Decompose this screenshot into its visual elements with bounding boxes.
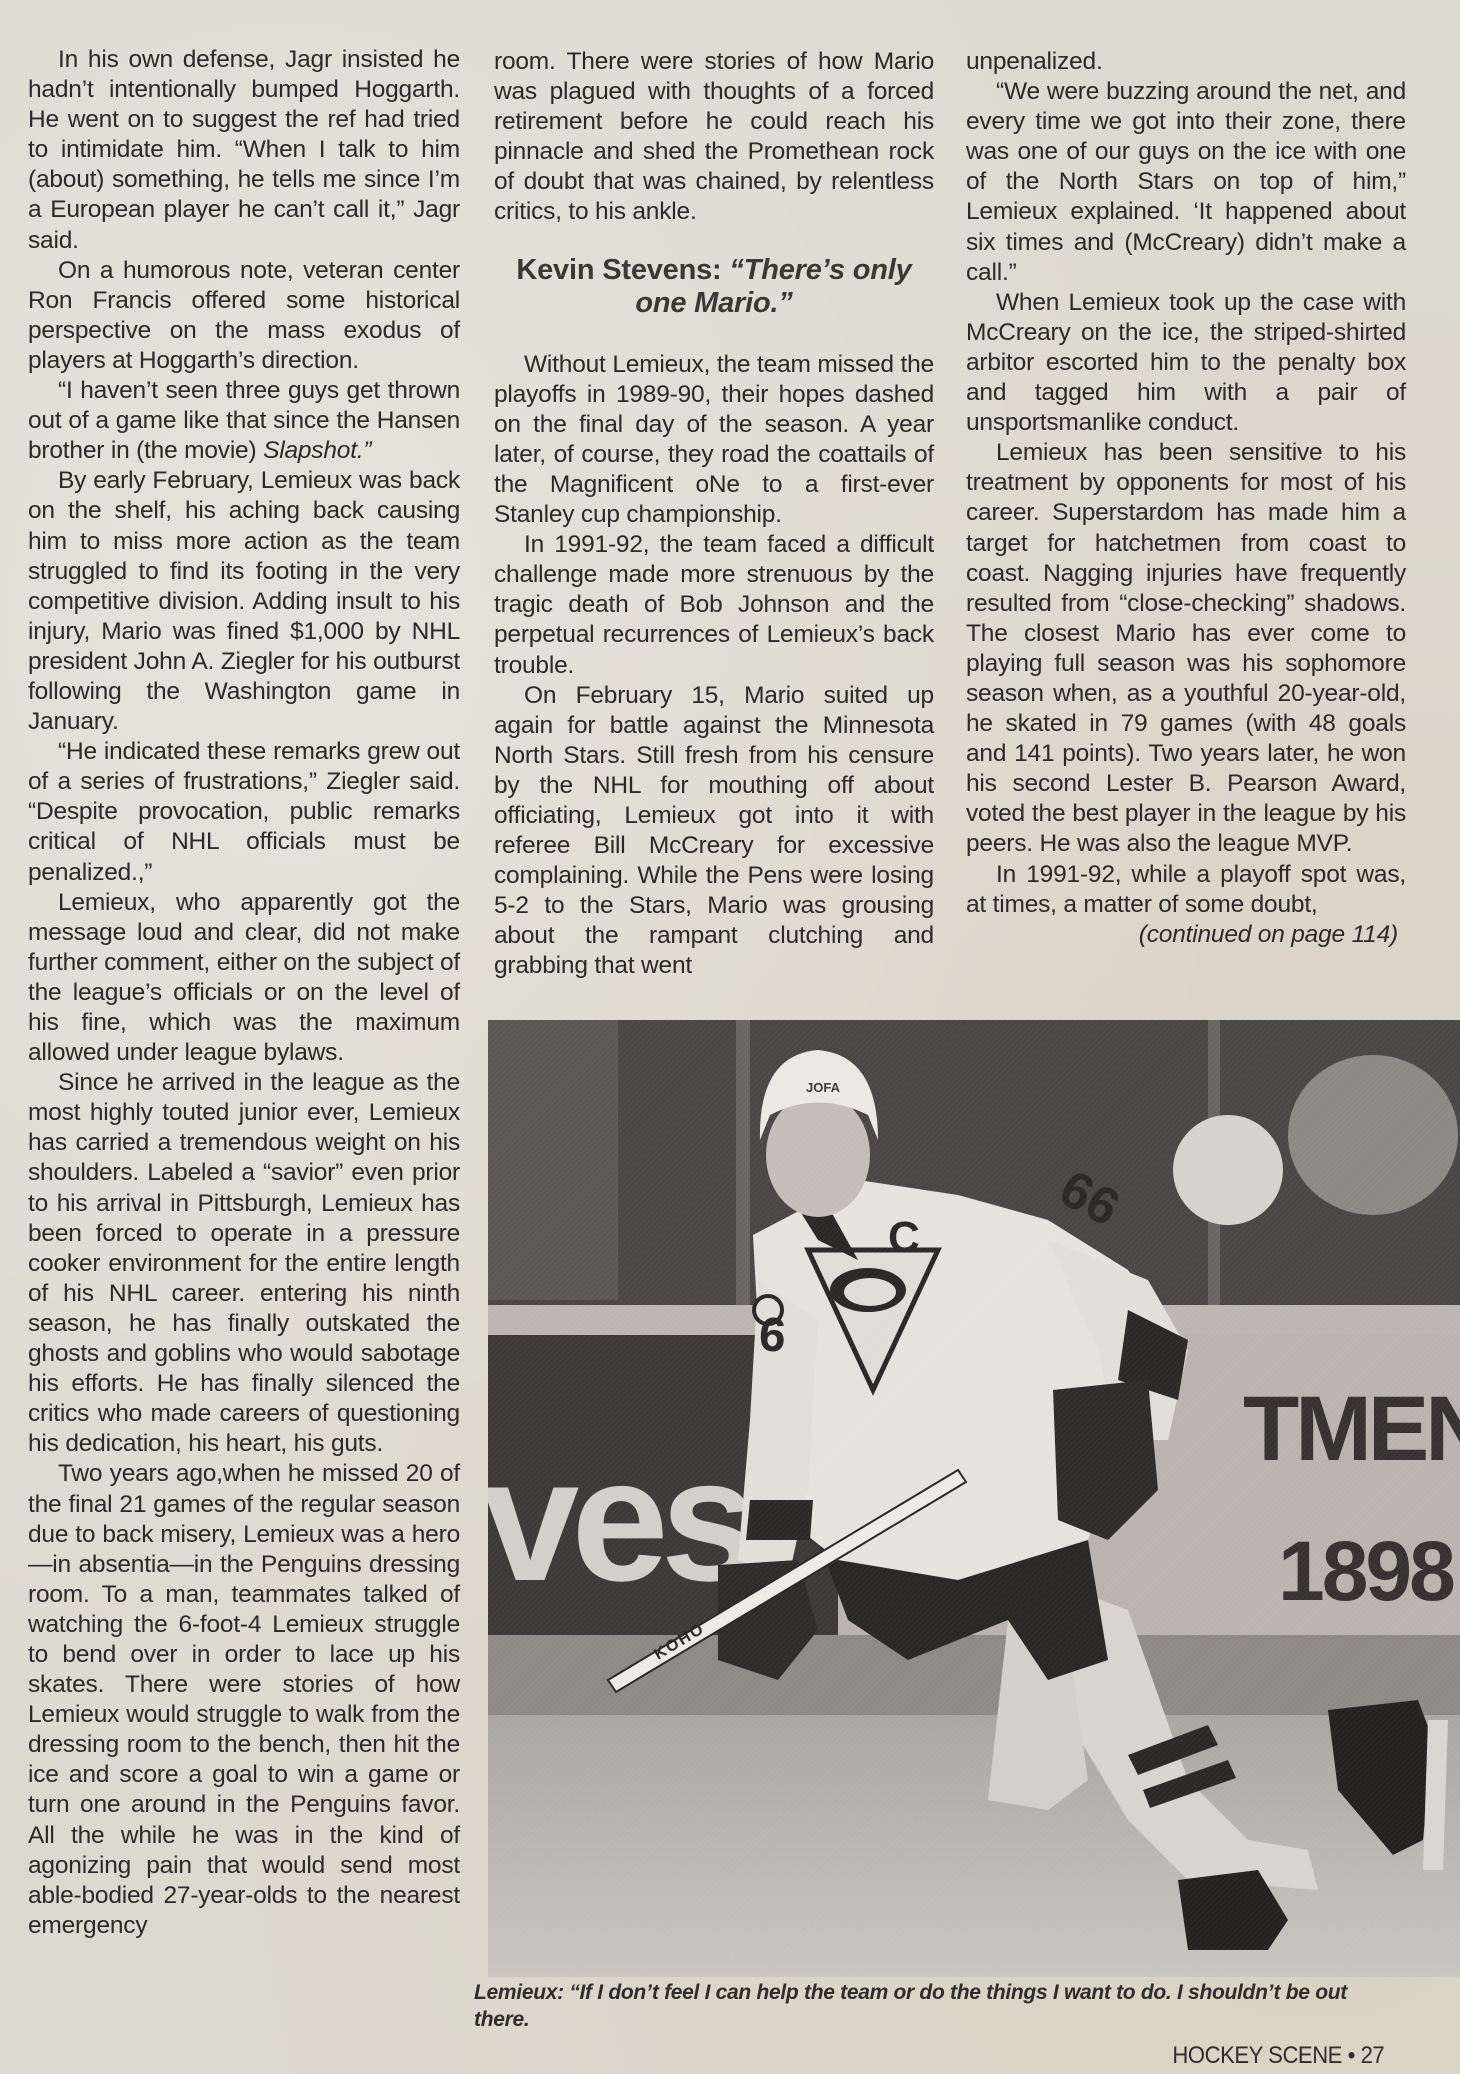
paragraph: When Lemieux took up the case with McCreary on the ice, the striped-shirted arbitor escorted him to the penalty box and tagged him with a pair of unsportsmanlike conduct. — [966, 288, 1406, 437]
article-column-middle — [494, 47, 934, 982]
paragraph: On a humorous note, veteran center Ron Francis offered some historical perspective on the mass exodus of players at Hoggarth’s direction. — [28, 256, 460, 374]
paragraph: Lemieux has been sensitive to his treatment by opponents for most of his career. Superstardom has made him a target for hatchetmen from coast to coast. Nagging injuries have frequently resulted from “close-checking” shadows. The closest Mario has ever come to playing full season was his sophomore season when, as a youthful 20-year-old, he skated in 79 games (with 48 goals and 141 points). Two years later, he won his second Lester B. Pearson Award, voted the best player in the league by his peers. He was also the league MVP. — [966, 439, 1406, 858]
article-column-right — [966, 47, 1406, 950]
paragraph: On February 15, Mario suited up again for battle against the Minnesota North Stars. Still fresh from his censure by the NHL for mouthing off about officiating, Lemieux got into it with referee Bill McCreary for excessive complaining. While the Pens were losing 5-2 to the Stars, Mario was grousing about the rampant clutching and grabbing that went — [494, 681, 934, 980]
continued-notice: (continued on page 114) — [1138, 920, 1398, 948]
paragraph: Without Lemieux, the team missed the playoffs in 1989-90, their hopes dashed on the final day of the season. A year later, of course, they road the coattails of the Magnificent oNe to a first-ever Stanley cup championship. — [494, 350, 934, 529]
paragraph-text: “I haven’t seen three guys get thrown out of a game like that since the Hansen brother in (the movie) — [28, 377, 460, 465]
article-column-left — [28, 45, 460, 1941]
paragraph: unpenalized. — [966, 48, 1103, 75]
page-folio — [1172, 2042, 1384, 2070]
paragraph: “He indicated these remarks grew out of a series of frustrations,” Ziegler said. “Despite provocation, public remarks critical of NHL officials must be penalized.,” — [28, 738, 460, 886]
paragraph: Two years ago,when he missed 20 of the final 21 games of the regular season due to back misery, Lemieux was a hero—in absentia—in the Penguins dressing room. To a man, teammates talked of watching the 6-foot-4 Lemieux struggle to bend over in order to lace up his skates. There were stories of how Lemieux would struggle to walk from the dressing room to the bench, then hit the ice and score a goal to win a game or turn one around in the Penguins favor. All the while he was in the kind of agonizing pain that would send most able-bodied 27-year-olds to the nearest emergency — [28, 1460, 460, 1939]
paragraph: In his own defense, Jagr insisted he hadn’t intentionally bumped Hoggarth. He went on to suggest the ref had tried to intimidate him. “When I talk to him (about) something, he tells me since I’m a European player he can’t call it,” Jagr said. — [28, 46, 460, 254]
photo-illustration — [488, 1020, 1460, 1977]
paragraph: In 1991-92, while a playoff spot was, at times, a matter of some doubt, — [966, 860, 1406, 918]
folio-separator: • — [1347, 2042, 1355, 2069]
hockey-action-photo — [488, 1020, 1460, 1977]
page-number: 27 — [1360, 2042, 1384, 2069]
publication-name: HOCKEY SCENE — [1172, 2042, 1342, 2069]
paragraph: In 1991-92, the team faced a difficult challenge made more strenuous by the tragic death of Bob Johnson and the perpetual recurrences of Lemieux’s back trouble. — [494, 531, 934, 679]
movie-title: Slapshot.” — [263, 437, 372, 465]
halftone-grain — [488, 1020, 1460, 1977]
subheading-lead: Kevin Stevens: — [516, 253, 730, 286]
paragraph — [28, 376, 460, 466]
paragraph: room. There were stories of how Mario was plagued with thoughts of a forced retirement before he could reach his pinnacle and shed the Promethean rock of doubt that was chained, by relentless critics, to his ankle. — [494, 48, 934, 226]
paragraph: By early February, Lemieux was back on the shelf, his aching back causing him to miss more action as the team struggled to find its footing in the very competitive division. Adding insult to his injury, Mario was fined $1,000 by NHL president John A. Ziegler for his outburst following the Washington game in January. — [28, 467, 460, 736]
paragraph: “We were buzzing around the net, and every time we got into their zone, there was one of our guys on the ice with one of the North Stars on top of him,” Lemieux explained. ‘It happened about six times and (McCreary) didn’t make a call.” — [966, 78, 1406, 286]
photo-caption: Lemieux: “If I don’t feel I can help the team or do the things I want to do. I shouldn’t be out there. — [474, 1981, 1347, 2031]
paragraph: Lemieux, who apparently got the message loud and clear, did not make further comment, either on the subject of the league’s officials or on the level of his fine, which was the maximum allowed under league bylaws. — [28, 888, 460, 1067]
section-subheading — [494, 254, 934, 320]
paragraph: Since he arrived in the league as the most highly touted junior ever, Lemieux has carried a tremendous weight on his shoulders. Labeled a “savior” even prior to his arrival in Pittsburgh, Lemieux has been forced to operate in a pressure cooker environment for the entire length of his NHL career. entering his ninth season, he has finally outskated the ghosts and goblins who would sabotage his efforts. He has finally silenced the critics who made careers of questioning his dedication, his heart, his guts. — [28, 1069, 460, 1458]
subheading-quote: “There’s only one Mario.” — [635, 253, 912, 319]
